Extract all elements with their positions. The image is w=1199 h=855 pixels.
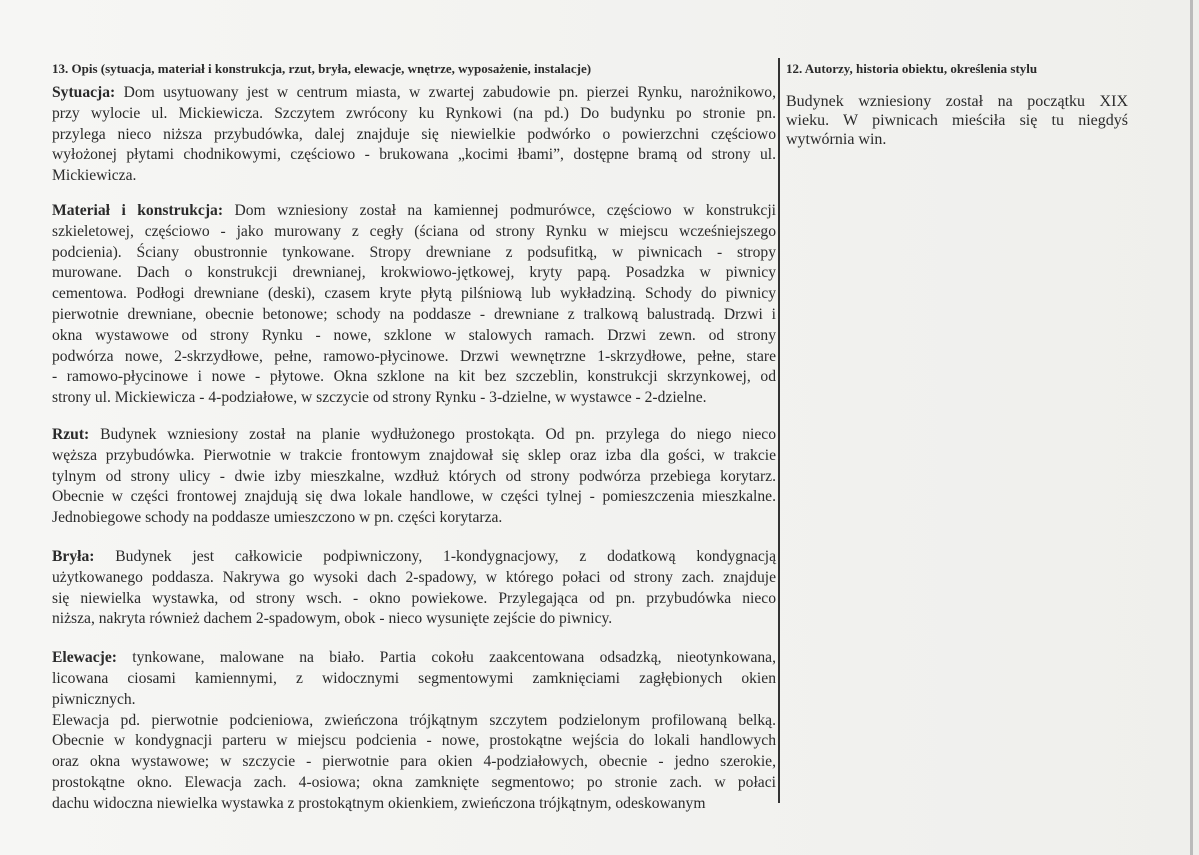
section-label: Materiał i konstrukcja:: [52, 201, 224, 219]
section-13-header: 13. Opis (sytuacja, materiał i konstrukcja, rzut, bryła, elewacje, wnętrze, wyposażenie, instalacje): [52, 61, 592, 76]
text-line: podcienia). Ściany obustronnie tynkowane. Stropy drewniane z podsufitką, w piwnicach - stropy: [52, 243, 776, 261]
text-line: cementowa. Podłogi drewniane (deski), czasem kryte płytą pilśniową lub wykładziną. Schody do piwnicy: [52, 285, 776, 303]
text-line: wieku. W piwnicach mieściła się tu niegdyś: [786, 112, 1128, 129]
paragraph-elewacje: [52, 648, 776, 814]
text-line: [52, 201, 776, 222]
text-line: Budynek wzniesiony został na początku XIX: [786, 93, 1128, 110]
paragraph-materiał-i-konstrukcja: [52, 201, 776, 409]
text-line: podwórza nowe, 2-skrzydłowe, pełne, ramowo-płycinowe. Drzwi wewnętrzne 1-skrzydłowe, pełne, stare: [52, 347, 776, 365]
section-12-header: 12. Autorzy, historia obiektu, określenia stylu: [786, 61, 1038, 76]
text-line: okna wystawowe od strony Rynku - nowe, szklone w stalowych ramach. Drzwi zewn. od strony: [52, 326, 776, 344]
text-line: piwnicznych.: [52, 690, 136, 708]
text-line: prostokątne okno. Elewacja zach. 4-osiowa; okna zamknięte segmentowo; po stronie zach. w połaci: [52, 773, 776, 791]
section-text: Dom wzniesiony został na kamiennej podmurówce, częściowo w konstrukcji: [223, 201, 777, 219]
text-line: przylega nieco niższa przybudówka, dalej znajduje się niewielkie podwórko o powierzchni częściowo: [52, 125, 776, 143]
text-line: się niewielka wystawka, od strony wsch. - okno powiekowe. Przylegająca od pn. przybudówka nieco: [52, 589, 776, 607]
text-line: Obecnie w części frontowej znajdują się dwa lokale handlowe, w części tylnej - pomieszczenia mieszkalne.: [52, 488, 776, 506]
paragraph-sytuacja: [52, 83, 776, 187]
text-line: Elewacja pd. pierwotnie podcieniowa, zwieńczona trójkątnym szczytem podzielonym profilowaną belką.: [52, 711, 776, 729]
text-line: - ramowo-płycinowe i nowe - płytowe. Okna szklone na kit bez szczeblin, konstrukcji skrzynkowej, od: [52, 368, 776, 386]
section-text: Budynek wzniesiony został na planie wydłużonego prostokąta. Od pn. przylega do niego nieco: [89, 425, 776, 443]
text-line: strony ul. Mickiewicza - 4-podziałowe, w szczycie od strony Rynku - 3-dzielne, w wystawce - 2-dzielne.: [52, 389, 707, 407]
text-line: Jednobiegowe schody na poddasze umieszczono w pn. części korytarza.: [52, 509, 503, 527]
paragraph-rzut: [52, 425, 776, 529]
section-text: Budynek jest całkowicie podpiwniczony, 1-kondygnacjowy, z dodatkową kondygnacją: [94, 547, 776, 565]
text-line: dachu widoczna niewielka wystawka z prostokątnym okienkiem, zwieńczona trójkątnym, odeskowanym: [52, 794, 706, 812]
history-text: [786, 92, 1128, 149]
history-column: [786, 58, 1128, 149]
section-label: Bryła:: [52, 547, 95, 565]
description-column: [52, 58, 776, 815]
text-line: murowane. Dach o konstrukcji drewnianej, krokwiowo-jętkowej, kryty papą. Posadzka w piwnicy: [52, 264, 776, 282]
text-line: wyłożonej płytami chodnikowymi, częściowo - brukowana „kocimi łbami”, dostępne bramą od strony ul.: [52, 146, 776, 164]
text-line: węższa przybudówka. Pierwotnie w trakcie frontowym znajdował się sklep oraz izba dla gości, w trakcie: [52, 446, 776, 464]
page-edge: [1190, 0, 1193, 855]
text-line: Mickiewicza.: [52, 167, 137, 185]
text-line: szkieletowej, częściowo - jako murowany z cegły (ściana od strony Rynku w miejscu wcześniejszego: [52, 222, 776, 240]
section-label: Rzut:: [52, 425, 90, 443]
text-line: niższa, nakryta również dachem 2-spadowym, obok - nieco wysunięte zejście do piwnicy.: [52, 610, 613, 628]
text-line: wytwórnia win.: [786, 131, 887, 148]
text-line: użytkowanego poddasza. Nakrywa go wysoki dach 2-spadowy, w którego połaci od strony zach. znajduje: [52, 568, 776, 586]
paragraph-bryła: [52, 547, 776, 630]
text-line: [52, 425, 776, 446]
text-line: [52, 648, 776, 669]
section-text: Dom usytuowany jest w centrum miasta, w zwartej zabudowie pn. pierzei Rynku, narożnikowo,: [115, 84, 776, 101]
text-line: tylnym od strony ulicy - dwie izby mieszkalne, wzdłuż których od strony podwórza przebiega korytarz.: [52, 467, 776, 485]
text-line: pierwotnie drewniane, obecnie betonowe; schody na poddasze - drewniane z tralkową balustradą. Drzwi i: [52, 305, 776, 323]
text-line: oraz okna wystawowe; w szczycie - pierwotnie para okien 4-podziałowych, obecnie - jedno szerokie,: [52, 753, 776, 771]
text-line: licowana ciosami kamiennymi, z widocznymi segmentowymi zamknięciami zagłębionych okien: [52, 669, 776, 687]
text-line: [52, 83, 776, 104]
text-line: przy wylocie ul. Mickiewicza. Szczytem zwrócony ku Rynkowi (na pd.) Do budynku po stronie pn.: [52, 104, 776, 122]
section-text: tynkowane, malowane na biało. Partia cokołu zaakcentowana odsadzką, nieotynkowana,: [116, 649, 776, 667]
text-line: [52, 547, 776, 568]
column-divider: [778, 58, 780, 803]
section-label: Sytuacja:: [52, 84, 116, 101]
text-line: Obecnie w kondygnacji parteru w miejscu podcienia - nowe, prostokątne wejścia do lokali handlowych: [52, 732, 776, 750]
section-label: Elewacje:: [52, 649, 117, 667]
